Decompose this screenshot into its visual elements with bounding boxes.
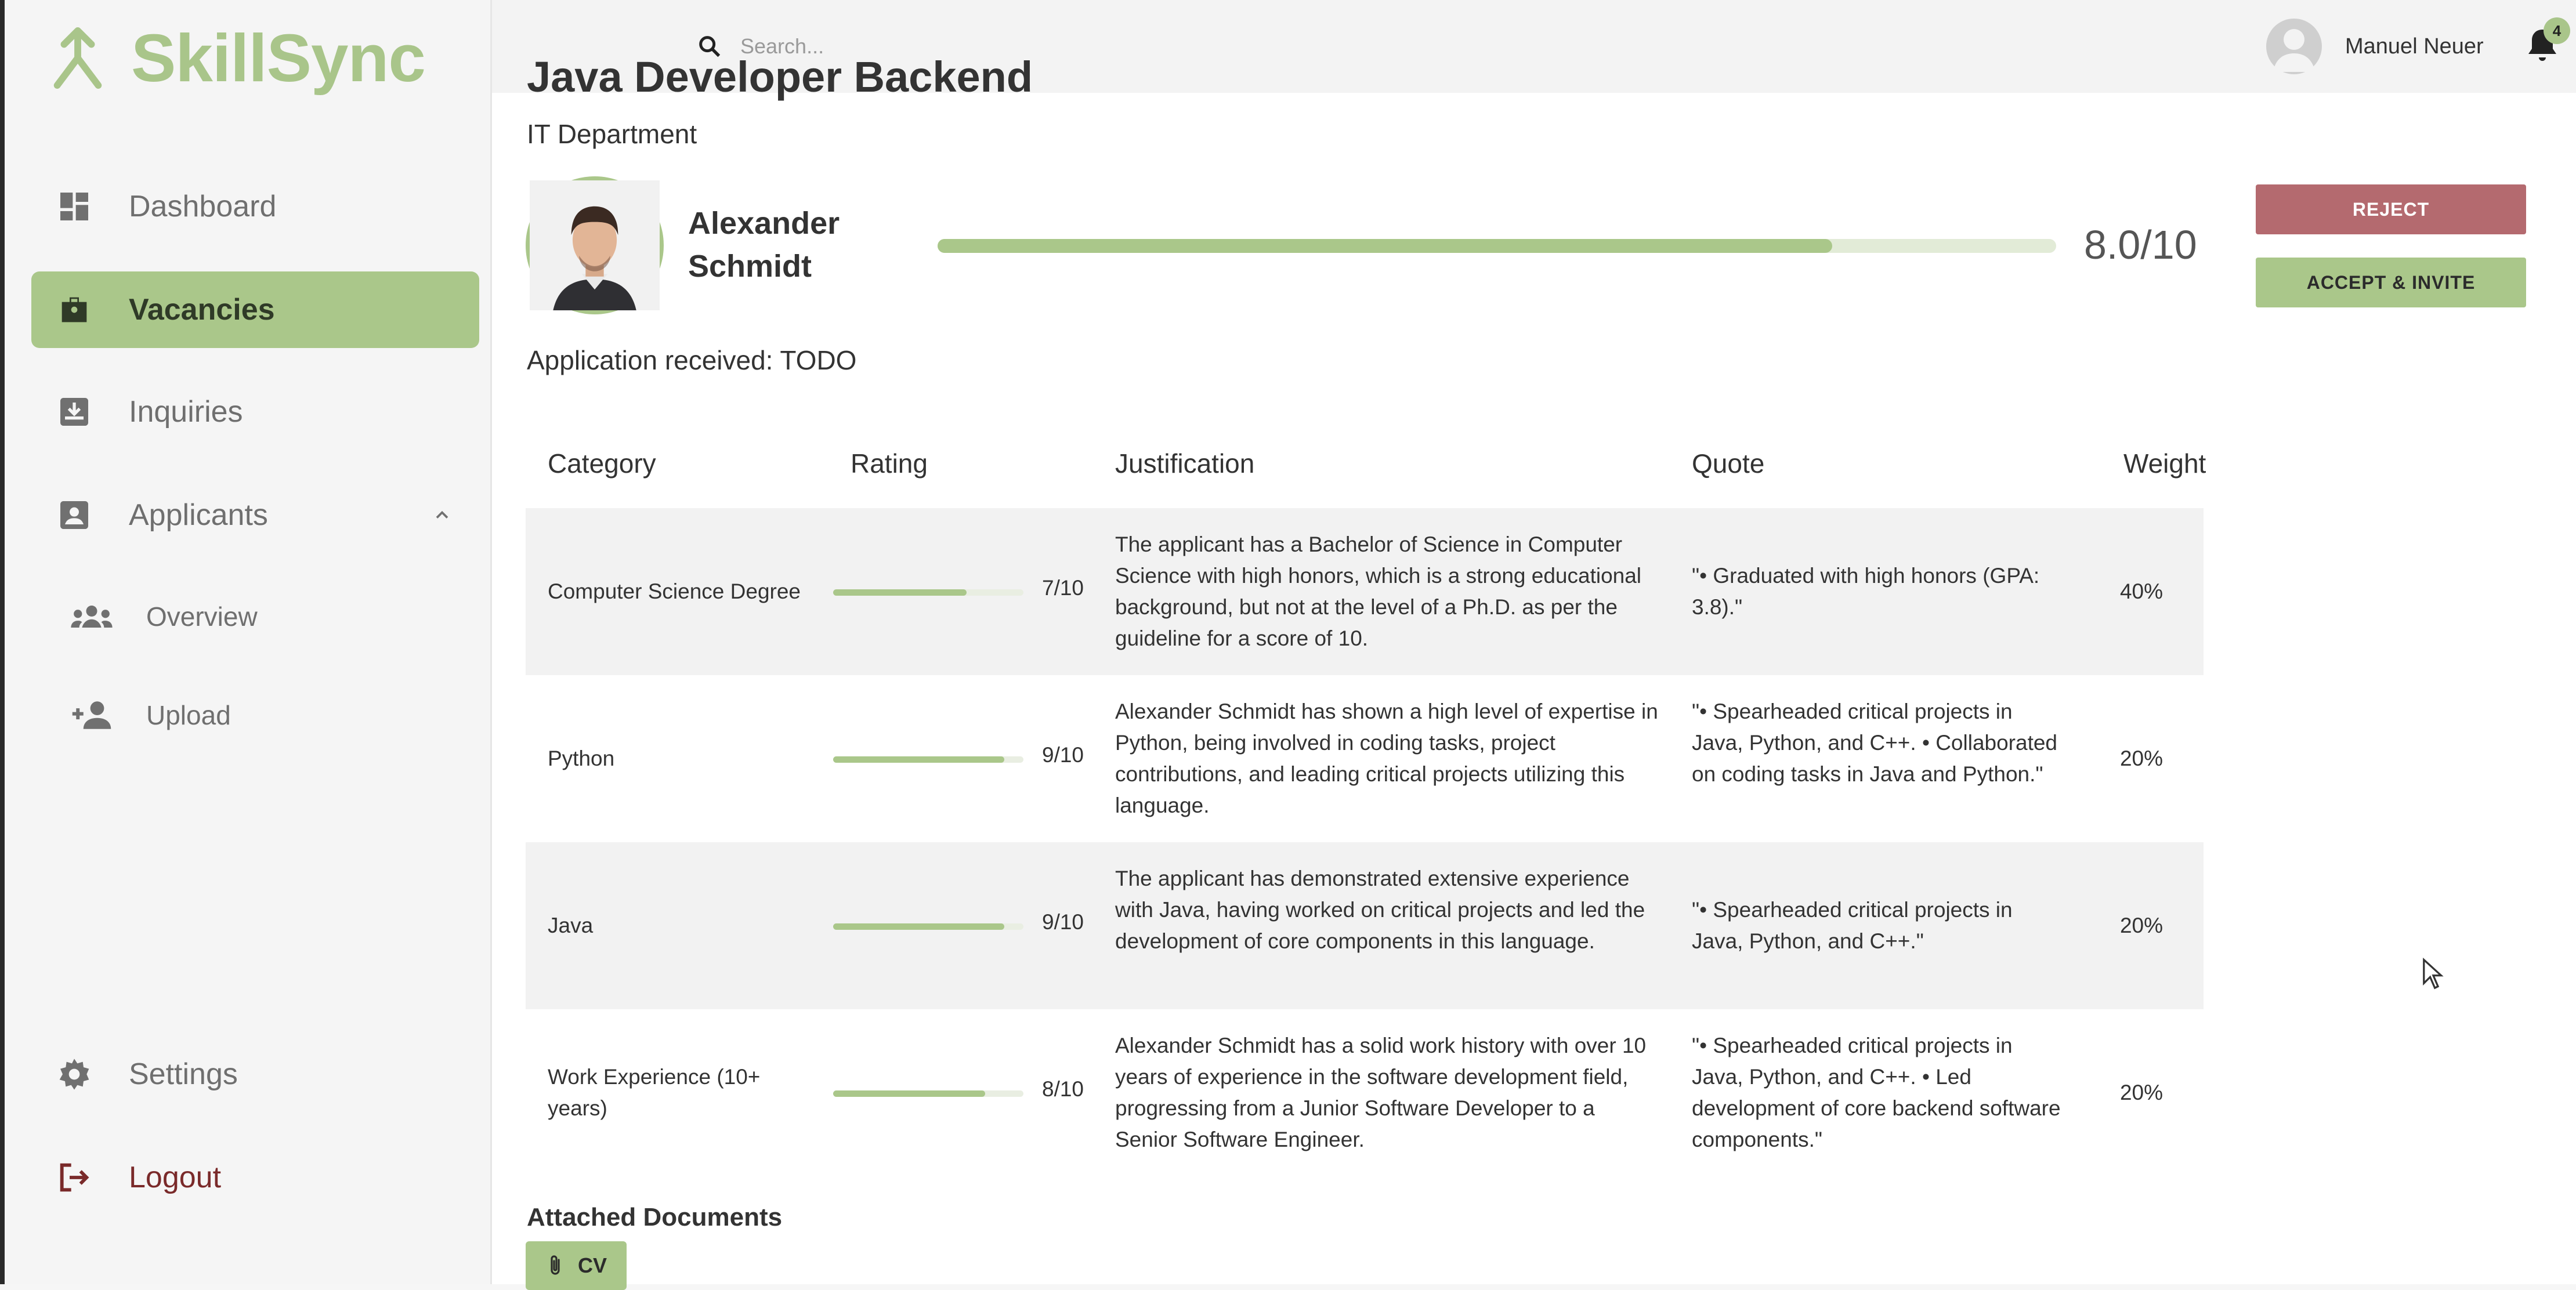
briefcase-icon [56, 291, 93, 328]
row-category: Work Experience (10+ years) [548, 1065, 761, 1120]
header-category: Category [548, 448, 656, 479]
row-quote: "• Spearheaded critical projects in Java, Python, and C++." [1692, 898, 2013, 953]
candidate-portrait-icon [530, 180, 660, 310]
table-row [526, 842, 2204, 1009]
rating-fill [833, 756, 1004, 763]
user-menu[interactable] [2266, 19, 2484, 74]
row-justification: The applicant has demonstrated extensive experience with Java, having worked on critical projects and led the development of core components in this language. [1115, 867, 1645, 953]
sidebar [0, 0, 492, 1284]
sidebar-item-overview[interactable] [70, 585, 476, 648]
rating-fill [833, 923, 1004, 930]
sidebar-item-inquiries[interactable] [31, 374, 479, 450]
table-row [526, 508, 2204, 675]
mouse-cursor-icon [2422, 958, 2445, 990]
dashboard-icon [56, 188, 93, 225]
row-weight: 40% [2119, 579, 2163, 603]
cv-label: CV [578, 1253, 607, 1277]
rating-bar [833, 756, 1023, 763]
sidebar-item-label: Settings [129, 1057, 238, 1091]
user-name: Manuel Neuer [2345, 34, 2484, 59]
attached-documents-title: Attached Documents [527, 1203, 783, 1231]
sidebar-item-applicants[interactable] [31, 477, 479, 553]
rating-label: 8/10 [1042, 1077, 1084, 1101]
chevron-up-icon[interactable] [432, 505, 453, 526]
row-justification: Alexander Schmidt has shown a high level of expertise in Python, being involved in coding tasks, project contributions, and leading critical projects utilizing this language. [1115, 700, 1658, 817]
rating-label: 7/10 [1042, 576, 1084, 600]
sidebar-item-settings[interactable] [31, 1036, 479, 1113]
rating-table [526, 418, 2204, 1176]
row-weight: 20% [2119, 747, 2163, 770]
header-justification: Justification [1115, 448, 1255, 479]
rating-label: 9/10 [1042, 910, 1084, 934]
overall-score-label: 8.0/10 [2084, 222, 2197, 267]
rating-bar [833, 589, 1023, 596]
gear-icon [56, 1056, 93, 1093]
overall-score-bar [938, 239, 2056, 253]
table-row [526, 1009, 2204, 1176]
row-justification: Alexander Schmidt has a solid work history with over 10 years of experience in the software development field, progressing from a Junior Software Developer to a Senior Software Engineer. [1115, 1034, 1647, 1151]
row-weight: 20% [2119, 914, 2163, 937]
application-received: Application received: TODO [527, 345, 857, 375]
main-content [492, 53, 2576, 1284]
sidebar-item-label: Logout [129, 1161, 222, 1194]
inbox-download-icon [56, 393, 93, 430]
merge-arrow-icon [50, 26, 106, 90]
sidebar-item-vacancies[interactable] [31, 271, 479, 348]
overall-score-fill [938, 239, 1832, 253]
sidebar-subitem-label: Overview [146, 601, 258, 632]
row-category: Java [548, 914, 594, 937]
sidebar-item-label: Applicants [129, 498, 268, 532]
person-add-icon [70, 698, 114, 733]
notification-badge: 4 [2544, 17, 2570, 44]
candidate-first-name: Alexander [688, 206, 840, 241]
sidebar-subitem-label: Upload [146, 700, 231, 730]
contact-card-icon [56, 497, 93, 534]
sidebar-item-label: Inquiries [129, 395, 243, 429]
app-logo[interactable] [50, 17, 425, 99]
table-row [526, 675, 2204, 842]
logout-icon [56, 1159, 93, 1196]
avatar[interactable] [2266, 19, 2322, 74]
candidate-name [688, 202, 932, 288]
rating-fill [833, 1090, 985, 1097]
row-quote: "• Spearheaded critical projects in Java, Python, and C++. • Collaborated on coding tasks in Java and Python." [1692, 700, 2058, 786]
paperclip-icon [547, 1254, 564, 1277]
header-rating: Rating [851, 448, 928, 479]
table-header [526, 418, 2204, 508]
department-label: IT Department [527, 119, 697, 149]
sidebar-item-dashboard[interactable] [31, 168, 479, 245]
candidate-avatar [526, 176, 664, 314]
row-justification: The applicant has a Bachelor of Science in Computer Science with high honors, which is a strong educational background, but not at the level of a Ph.D. as per the guideline for a score of 10. [1115, 532, 1642, 650]
vacancy-title: Java Developer Backend [527, 53, 1033, 101]
header-weight: Weight [2123, 448, 2206, 479]
candidate-last-name: Schmidt [688, 249, 812, 284]
sidebar-item-logout[interactable] [31, 1139, 479, 1216]
rating-fill [833, 589, 967, 596]
group-icon [70, 599, 114, 634]
row-quote: "• Graduated with high honors (GPA: 3.8)." [1692, 564, 2040, 619]
accept-invite-button[interactable]: ACCEPT & INVITE [2256, 258, 2526, 307]
sidebar-item-label: Vacancies [129, 293, 275, 327]
rating-bar [833, 923, 1023, 930]
header-quote: Quote [1692, 448, 1765, 479]
row-weight: 20% [2119, 1081, 2163, 1104]
rating-bar [833, 1090, 1023, 1097]
rating-label: 9/10 [1042, 743, 1084, 767]
person-icon [2266, 19, 2322, 74]
reject-button[interactable]: REJECT [2256, 184, 2526, 234]
row-category: Computer Science Degree [548, 579, 801, 603]
sidebar-item-upload[interactable] [70, 683, 476, 747]
sidebar-item-label: Dashboard [129, 190, 277, 223]
app-name: SkillSync [131, 20, 425, 96]
row-category: Python [548, 747, 615, 770]
cv-document-button[interactable] [526, 1241, 627, 1290]
row-quote: "• Spearheaded critical projects in Java, Python, and C++. • Led development of core backend software components." [1692, 1034, 2061, 1151]
